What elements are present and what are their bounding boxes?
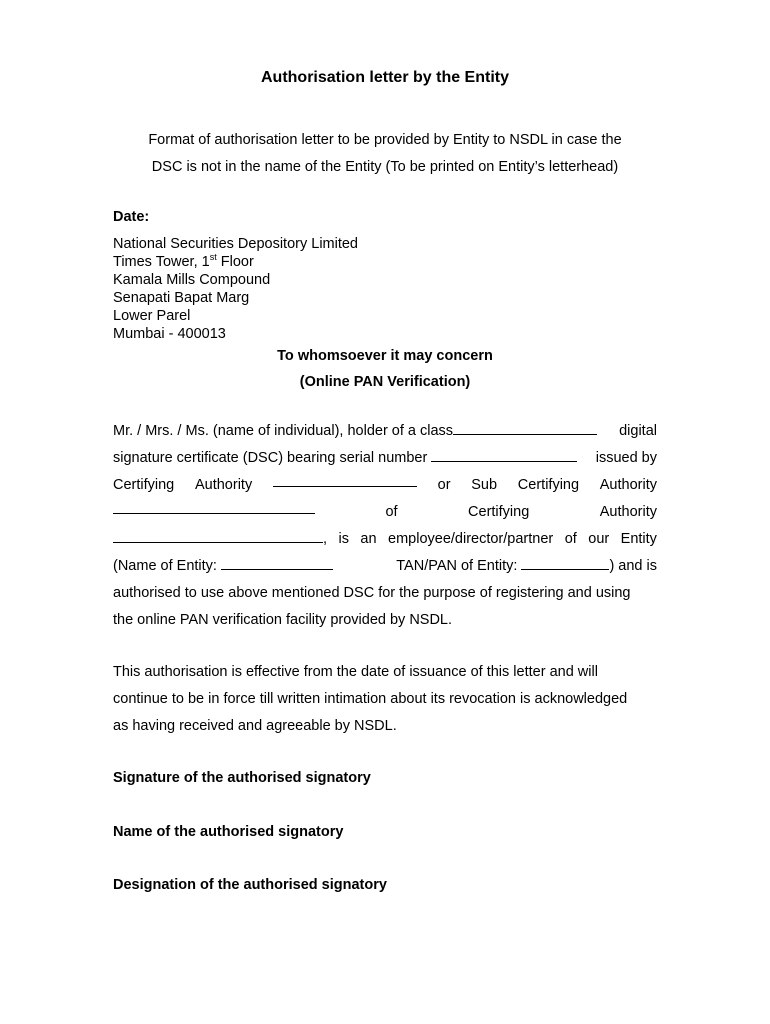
address-line-6: Mumbai - 400013 [113,326,226,342]
signatory-designation-label: Designation of the authorised signatory [113,877,387,893]
address-line-3: Kamala Mills Compound [113,272,271,288]
effective-line-1: This authorisation is effective from the date of issuance of this letter and will [113,664,598,680]
address-line-2: Times Tower, 1st Floor [113,252,254,270]
recipient-address [113,235,358,343]
authorisation-paragraph [113,418,657,634]
address-line-5: Lower Parel [113,308,191,324]
body-line-3: Certifying Authority or Sub Certifying Authority [113,472,657,499]
body-line-8: the online PAN verification facility provided by NSDL. [113,612,453,628]
entity-blank[interactable] [113,528,323,543]
tan-pan-blank[interactable] [521,555,609,570]
signature-label: Signature of the authorised signatory [113,770,371,786]
effective-line-2: continue to be in force till written intimation about its revocation is acknowledged [113,691,628,707]
format-instructions-line-2: DSC is not in the name of the Entity (To be printed on Entity’s letterhead) [151,159,619,175]
date-label: Date: [113,209,150,225]
document-title: Authorisation letter by the Entity [260,69,509,86]
address-line-4: Senapati Bapat Marg [113,290,250,306]
address-line-1: National Securities Depository Limited [113,236,358,252]
serial-number-blank[interactable] [431,447,577,462]
format-instructions [113,127,657,181]
certifying-authority-blank[interactable] [273,472,417,487]
salutation-heading [0,343,770,395]
entity-name-blank[interactable] [221,555,333,570]
effective-paragraph [113,659,657,740]
body-line-5: , is an employee/director/partner of our Entity [113,526,657,553]
body-line-1: Mr. / Mrs. / Ms. (name of individual), holder of a class digital [113,418,657,445]
dsc-class-blank[interactable] [453,420,597,435]
body-line-7: authorised to use above mentioned DSC for the purpose of registering and using [113,585,631,601]
sub-certifying-authority-blank[interactable] [113,499,315,514]
body-line-6: (Name of Entity: TAN/PAN of Entity: ) and is [113,553,657,580]
body-line-4: of Certifying Authority [113,499,657,526]
format-instructions-line-1: Format of authorisation letter to be provided by Entity to NSDL in case the [148,132,622,148]
subject-line: (Online PAN Verification) [299,374,471,390]
body-line-2: signature certificate (DSC) bearing serial number issued by [113,445,657,472]
effective-line-3: as having received and agreeable by NSDL. [113,718,397,734]
signatory-name-label: Name of the authorised signatory [113,824,344,840]
salutation-line: To whomsoever it may concern [277,348,493,364]
